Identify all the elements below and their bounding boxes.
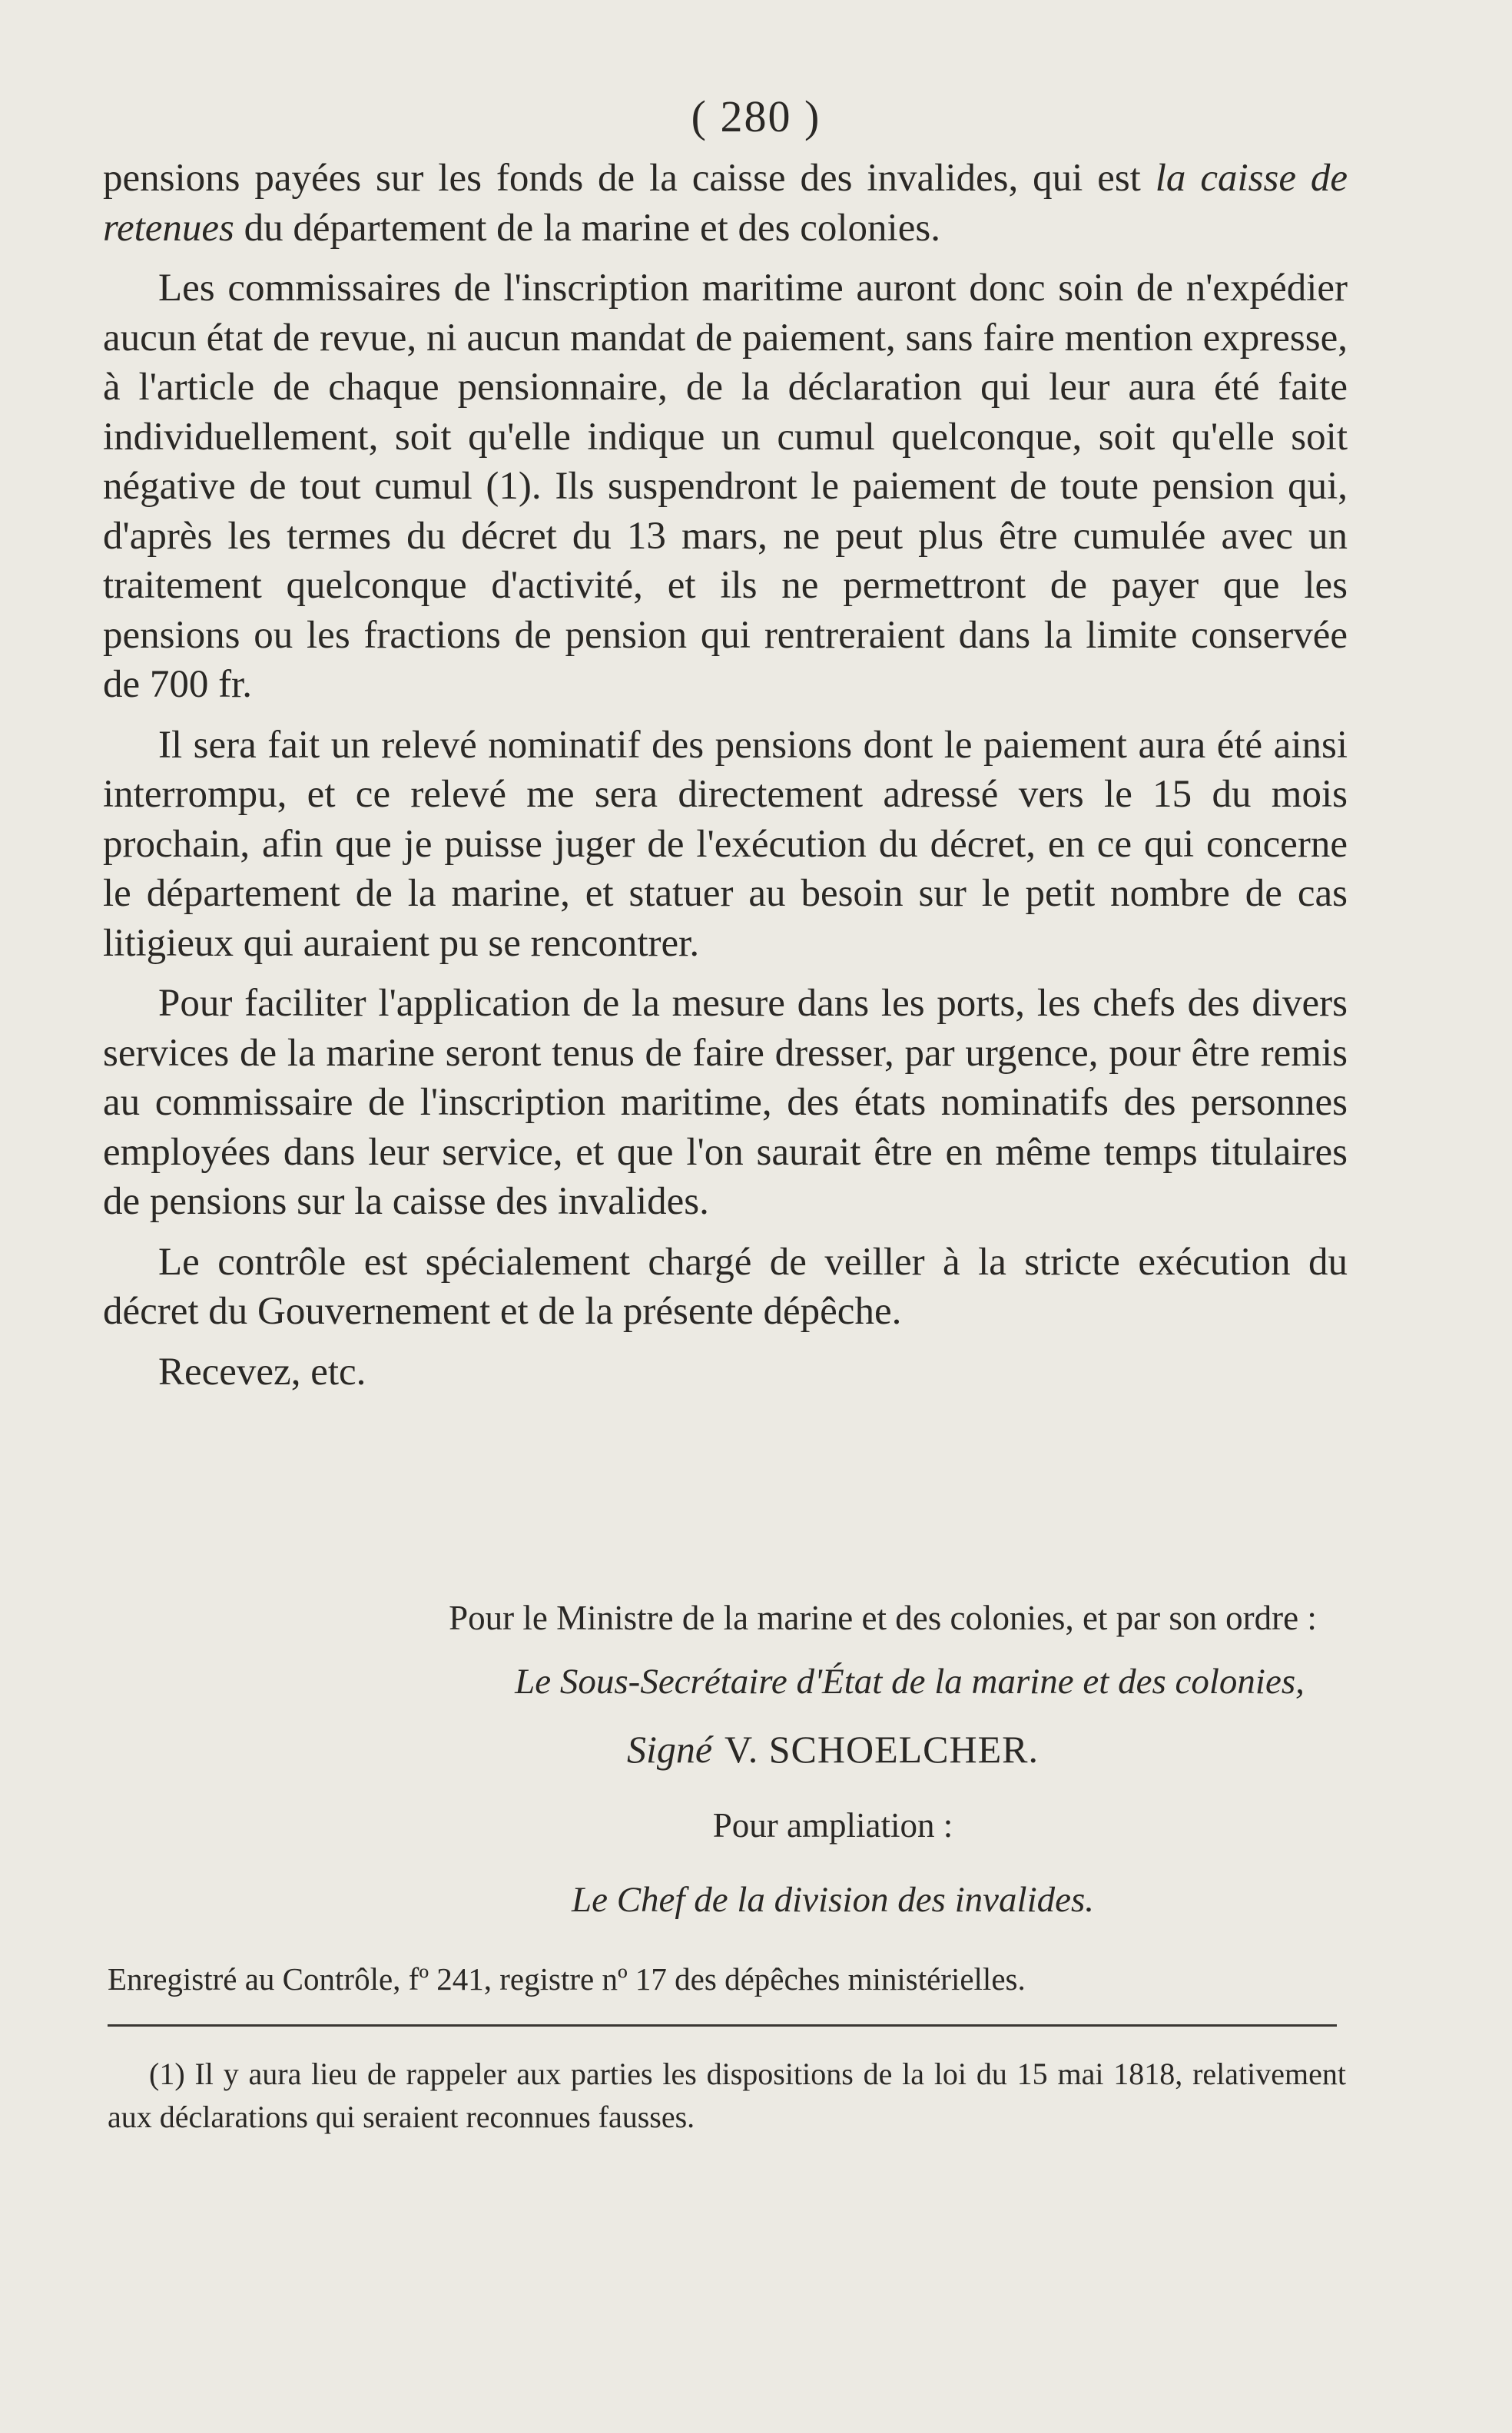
signature-ampliation: Pour ampliation : [712, 1806, 953, 1845]
paragraph-continuation-end: du département de la marine et des colonies. [234, 206, 940, 250]
paragraph-releve: Il sera fait un relevé nominatif des pensions dont le paiement aura été ainsi interrompu, et ce relevé me sera directement adressé vers le 15 du mois prochain, afin que je puisse juger de l'exécution du décret, en ce qui concerne le département de la marine, et statuer au besoin sur le petit nombre de cas litigieux qui auraient pu se rencontrer. [103, 723, 1348, 965]
signature-par-ordre: Pour le Ministre de la marine et des colonies, et par son ordre : [449, 1599, 1317, 1637]
signature-signe [0, 1727, 1512, 1772]
paragraph-faciliter: Pour faciliter l'application de la mesure dans les ports, les chefs des divers services de la marine seront tenus de faire dresser, par urgence, pour être remis au commissaire de l'inscription maritime, des états nominatifs des personnes employées dans leur service, et que l'on saurait être en même temps titulaires de pensions sur la caisse des invalides. [103, 982, 1348, 1223]
signe-label: Signé [626, 1728, 713, 1771]
footnote-divider [108, 2024, 1337, 2027]
signatory-name: V. SCHOELCHER. [724, 1728, 1040, 1771]
signature-sous-secretaire: Le Sous-Secrétaire d'État de la marine et des colonies, [515, 1662, 1305, 1702]
paragraph-commissaires: Les commissaires de l'inscription maritime auront donc soin de n'expédier aucun état de revue, ni aucun mandat de paiement, sans faire mention expresse, à l'article de chaque pensionnaire, de la déclaration qui leur aura été faite individuellement, soit qu'elle indique un cumul quelconque, soit qu'elle soit négative de tout cumul (1). Ils suspendront le paiement de toute pension qui, d'après les termes du décret du 13 mars, ne peut plus être cumulée avec un traitement quelconque d'activité, et ils ne permettront de payer que les pensions ou les fractions de pension qui rentreraient dans la limite conservée de 700 fr. [103, 267, 1348, 706]
footnote [108, 2053, 1346, 2139]
page-number: ( 280 ) [691, 91, 821, 141]
registration-note: Enregistré au Contrôle, fº 241, registre nº 17 des dépêches ministérielles. [108, 1961, 1026, 1997]
italic-phrase: la caisse de retenues [103, 157, 1348, 250]
paragraph-recevez: Recevez, etc. [158, 1350, 366, 1394]
paragraph-continuation-text: pensions payées sur les fonds de la caisse des invalides, qui est [103, 157, 1156, 200]
paragraph-continuation [103, 154, 1348, 253]
footnote-text: (1) Il y aura lieu de rappeler aux parties les dispositions de la loi du 15 mai 1818, relativement aux déclarations qui seraient reconnues fausses. [108, 2057, 1346, 2134]
body-text [103, 154, 1348, 1407]
signature-chef-division: Le Chef de la division des invalides. [571, 1880, 1095, 1920]
paragraph-controle: Le contrôle est spécialement chargé de veiller à la stricte exécution du décret du Gouvernement et de la présente dépêche. [103, 1240, 1348, 1333]
